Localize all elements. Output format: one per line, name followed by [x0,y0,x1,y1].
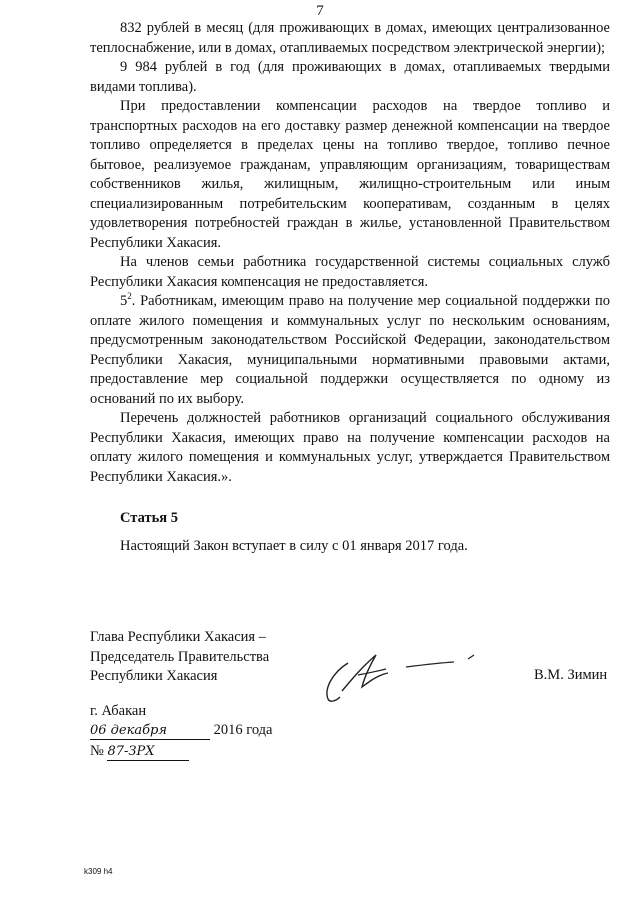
signing-date [90,722,272,740]
number-handwritten-field [107,743,189,761]
paragraph-position-list: Перечень должностей работников организаций социального обслуживания Республики Хакасия, имеющих право на получение компенсации расходов на оплату жилого помещения и коммунальных услуг, утверждается Правительством Республики Хакасия.». [90,410,610,485]
footer-code: k309 h4 [84,867,113,876]
signatory-name: В.М. Зимин [534,667,608,683]
clause-superscript: 2 [127,291,132,302]
article-text: Настоящий Закон вступает в силу с 01 января 2017 года. [120,537,468,554]
signatory-line-3: Республики Хакасия [90,668,218,684]
date-year: 2016 года [210,722,273,738]
date-day-month: 06 декабря [90,723,167,738]
signatory-line-1: Глава Республики Хакасия – [90,629,266,645]
paragraph-family-members: На членов семьи работника государственной системы социальных служб Республики Хакасия компенсация не предоставляется. [90,254,610,290]
clause-text: . Работникам, имеющим право на получение мер социальной поддержки по оплате жилого помещения и коммунальных услуг по нескольким основаниям, предусмотренным законодательством Российской Федерации, законодательством Республики Хакасия, муниципальными нормативными правовыми актами, предоставление мер социальной поддержки осуществляется по одному из оснований по их выбору. [90,293,610,407]
paragraph-rate-month: 832 рублей в месяц (для проживающих в домах, имеющих централизованное теплоснабжение, или в домах, отапливаемых посредством электрической энергии); [90,20,610,56]
clause-number: 5 [120,293,128,309]
article-heading: Статья 5 [120,510,178,526]
document-body [90,19,610,556]
clause-5-2 [90,292,610,409]
date-handwritten-field [90,722,210,740]
page-number: 7 [316,3,324,19]
number-value: 87-ЗРХ [107,744,155,759]
paragraph-rate-year: 9 984 рублей в год (для проживающих в домах, отапливаемых твердыми видами топлива). [90,59,610,95]
signatory-line-2: Председатель Правительства [90,648,270,665]
number-sign: № [90,743,104,759]
law-number [90,743,189,761]
place-of-signing: г. Абакан [90,703,147,719]
paragraph-solid-fuel: При предоставлении компенсации расходов на твердое топливо и транспортных расходов на его доставку размер денежной компенсации на твердое топливо определяется в пределах цены на топливо твердое, топливо печное бытовое, реализуемое гражданам, управляющим организациям, товариществам собственников жилья, жилищным, жилищно-строительным или иным специализированным потребительским кооперативам, созданным в целях удовлетворения потребностей граждан в жилье, установленной Правительством Республики Хакасия. [90,98,610,251]
handwritten-signature [318,645,488,705]
